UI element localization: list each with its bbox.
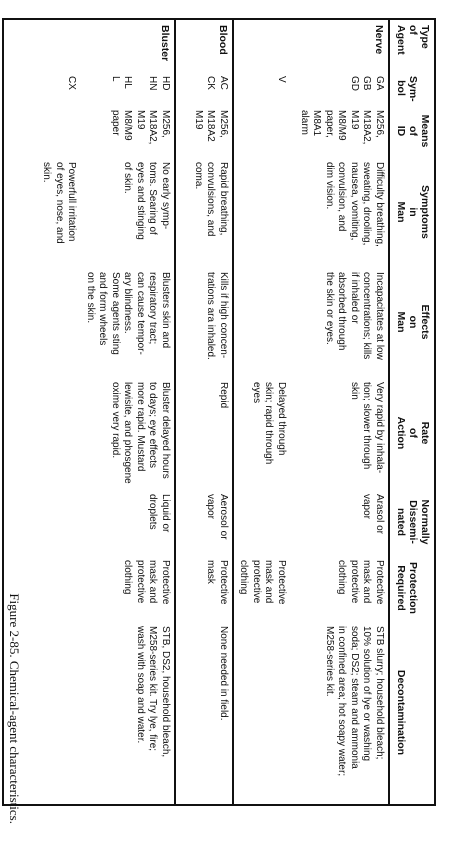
cell-dissem	[233, 489, 290, 555]
cell-symbol: AC CK	[175, 71, 233, 105]
cell-means: M256, M18A2 M19	[175, 105, 233, 157]
header-dissem: Normally Dissemi- nated	[389, 489, 435, 555]
cell-means: M256, M18A2, M19 M8/M9 paper	[81, 105, 176, 157]
cell-effects: Incapacitates at low concentrations; kills if inhaled or absorbed through the skin or eyes.	[324, 272, 385, 360]
table-row	[233, 19, 290, 805]
cell-type: Bluster	[81, 19, 176, 71]
cell-dissem: Liquid or droplets	[81, 489, 176, 555]
table-row	[290, 19, 389, 805]
header-protection: Protection Required	[389, 555, 435, 621]
header-symbol: Sym- bol	[389, 71, 435, 105]
cell-protection: Protective mask and protective clothing	[81, 555, 176, 621]
cell-symbol: HD HN HL L	[81, 71, 176, 105]
cell-symbol: V	[276, 76, 287, 83]
cell-effects	[4, 267, 81, 377]
cell-rate: Repid	[175, 377, 233, 489]
cell-symptoms: Powerfull irritation of eyes, nose, and skin.	[41, 162, 78, 244]
header-type: Type of Agent	[389, 19, 435, 71]
cell-means	[233, 105, 290, 157]
cell-protection: Protective mask and protective clothing	[336, 560, 385, 605]
chemical-agent-table	[3, 18, 437, 806]
cell-means: M256, M18A2, M19 M8/M9 paper, M8A1 alarm	[299, 110, 385, 145]
cell-symbol: CX	[66, 76, 78, 90]
cell-rate: Very rapid by inhala- tion; slower through skin	[349, 382, 385, 474]
cell-type: Blood	[175, 19, 233, 71]
cell-effects	[233, 267, 290, 377]
header-rate: Rate of Action	[389, 377, 435, 489]
header-symptoms: Symptoms in Man	[389, 157, 435, 267]
header-row	[389, 19, 435, 805]
rotated-page	[0, 14, 440, 824]
cell-effects: Kills if high concen- trations ara inhaled.	[175, 267, 233, 377]
header-means: Means of ID	[389, 105, 435, 157]
figure-caption: Figure 2-85. Chemical-agent characteristics.	[7, 593, 22, 824]
cell-type	[233, 19, 290, 71]
header-effects: Effects on Man	[389, 267, 435, 377]
cell-type	[4, 19, 81, 71]
cell-effects: Blusters skin and respiratory tract; can cause tempor- ary blindness. Some agents sting and form wheels on the skin.	[81, 267, 176, 377]
cell-means	[4, 105, 81, 157]
cell-type: Nerve	[373, 25, 385, 55]
cell-symptoms: Difficulty breathing, sweating, drooling, nausea, vomiting, convulsion, and dim vision.	[324, 162, 385, 247]
cell-protection: Protective mask	[175, 555, 233, 621]
cell-protection: Protective mask and protective clothing	[238, 560, 287, 605]
table-row	[81, 19, 176, 805]
header-decon: Decontamination	[389, 621, 435, 805]
cell-dissem: Aerosol or vapor	[175, 489, 233, 555]
cell-rate: Bluster delayed hours to days; eye effects more rapid. Mustard lewisite, and phosgene oxime very rapid.	[81, 377, 176, 489]
cell-decon: STB, DS2, household bleach, M258-series kit. Try lye, fire; wash with soap and water.	[81, 621, 176, 805]
cell-decon	[233, 621, 290, 805]
cell-symptoms	[233, 157, 290, 267]
table-row	[175, 19, 233, 805]
cell-symptoms: No early symp- toms. Searing of eyes and stinging of skin.	[81, 157, 176, 267]
cell-dissem: Arasol or vapor	[361, 494, 385, 535]
cell-rate: Delayed through skin; rapid through eyes	[251, 382, 287, 465]
cell-symbol: GA GB GD	[349, 76, 385, 91]
cell-symptoms: Rapid breathing, convulsions, and coma.	[175, 157, 233, 267]
cell-decon: STB slurry; household bleach; 10% solution of lye or washing soda; DS2; steam and ammonia in confined area; hot soapy water; M258-series kit.	[324, 626, 385, 777]
cell-decon: None needed in field.	[175, 621, 233, 805]
